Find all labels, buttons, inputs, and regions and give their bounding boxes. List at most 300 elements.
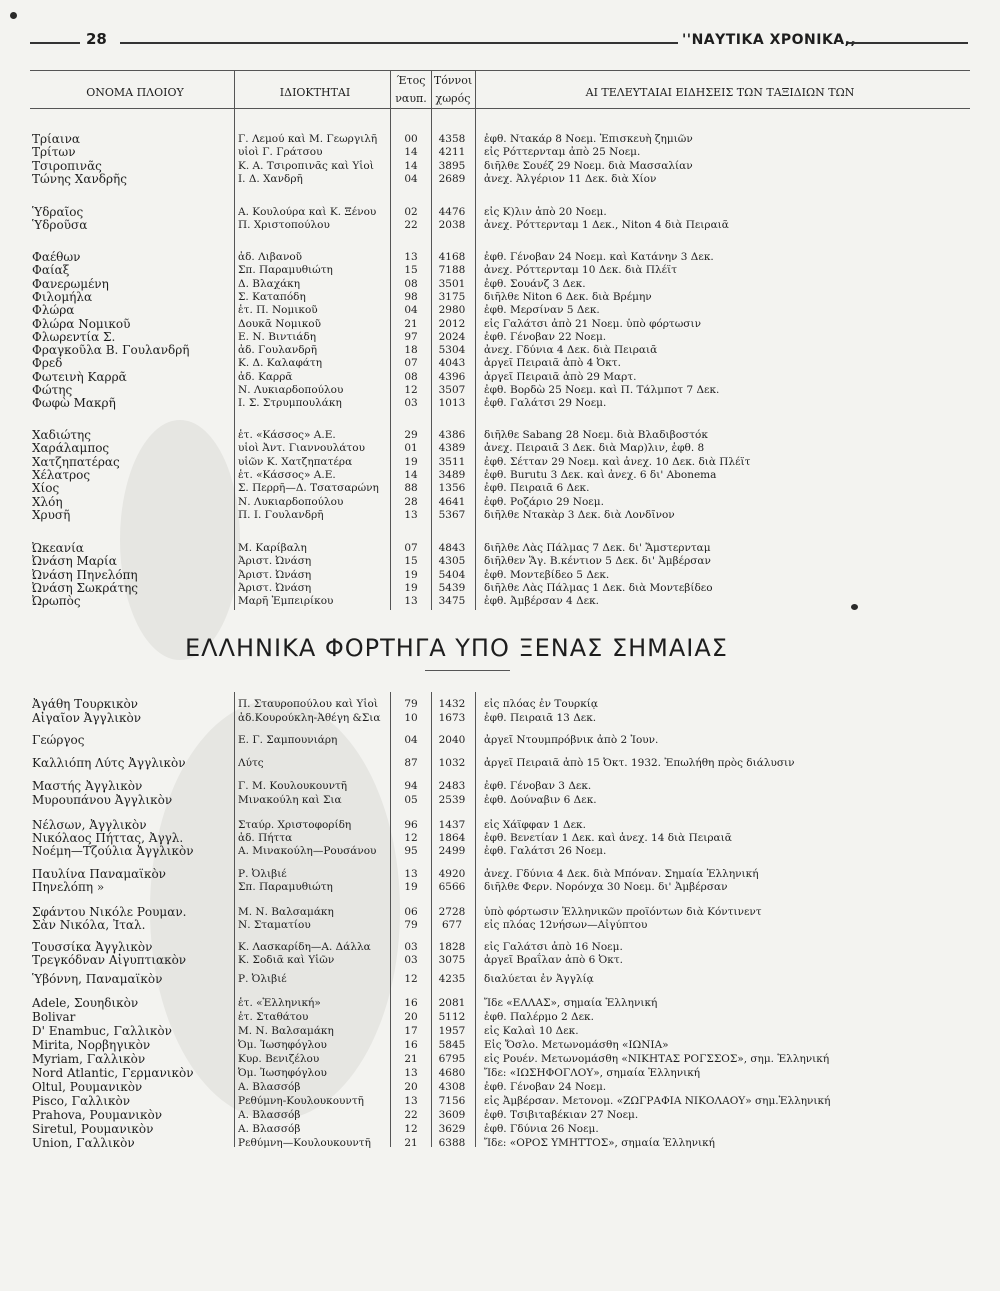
ship-name: Myriam, Γαλλικὸν xyxy=(32,1052,146,1066)
ship-owner: Μ. Ν. Βαλσαμάκη xyxy=(238,1025,334,1037)
ship-name: Μαστής Ἀγγλικὸν xyxy=(32,779,143,793)
tonnage: 2499 xyxy=(438,845,466,857)
build-year: 29 xyxy=(404,429,418,441)
ship-owner: Μαρῆ Ἐμπειρίκου xyxy=(238,595,334,608)
voyage-news: εἰς πλόας ἐν Τουρκίᾳ xyxy=(484,698,598,710)
ship-owner: Γ. Μ. Κουλουκουντῆ xyxy=(238,780,348,792)
build-year: 18 xyxy=(404,344,418,357)
build-year: 01 xyxy=(404,442,418,455)
ship-name: Bolivar xyxy=(32,1010,76,1024)
voyage-news: εἰς Χάϊφφαν 1 Δεκ. xyxy=(484,819,586,831)
build-year: 03 xyxy=(404,954,418,966)
table-row xyxy=(0,218,1000,232)
ship-name: Pisco, Γαλλικὸν xyxy=(32,1094,131,1108)
build-year: 14 xyxy=(404,468,418,481)
build-year: 10 xyxy=(404,712,418,724)
table-row xyxy=(0,697,1000,711)
build-year: 13 xyxy=(404,868,418,880)
table-row xyxy=(0,867,1000,881)
header-rule-left xyxy=(30,42,80,44)
col-head-tons-line1: Τόννοι xyxy=(433,74,473,87)
build-year: 96 xyxy=(404,819,418,831)
table-row xyxy=(0,468,1000,482)
ship-owner: Σ. Καταπόδη xyxy=(238,290,306,303)
build-year: 98 xyxy=(404,290,418,303)
ship-name: Ὑβόννη, Παναμαϊκὸν xyxy=(32,972,163,986)
ship-owner: ἑτ. «Ἑλληνική» xyxy=(238,997,321,1009)
table-row xyxy=(0,1024,1000,1038)
col-head-tons-line2: χωρός xyxy=(435,92,471,105)
build-year: 12 xyxy=(404,1123,418,1135)
voyage-news: ἐφθ. Πειραιᾶ 6 Δεκ. xyxy=(484,482,590,495)
table-row xyxy=(0,159,1000,173)
voyage-news: ὑπὸ φόρτωσιν Ἑλληνικῶν προϊόντων διὰ Κόντινεντ xyxy=(484,906,762,918)
ship-name: Τσιροπινᾶς xyxy=(32,158,102,173)
header-rule-middle xyxy=(120,42,678,44)
ship-name: Ὠνάση Μαρία xyxy=(32,554,117,569)
voyage-news: διῆλθε Niton 6 Δεκ. διὰ Βρέμην xyxy=(484,290,652,303)
ship-name: Τώνης Χανδρῆς xyxy=(32,171,127,186)
ship-name: Ὠνάση Πηνελόπη xyxy=(32,567,138,582)
build-year: 00 xyxy=(404,133,418,145)
voyage-news: διῆλθε Φερν. Νορόνχα 30 Νοεμ. δι' Ἀμβέρσαν xyxy=(484,881,728,893)
ship-owner: Ρ. Ὀλιβιέ xyxy=(238,868,287,880)
voyage-news: ἀργεῖ Ντουμπρόβνικ ἀπὸ 2 Ἰουν. xyxy=(484,734,659,746)
ship-owner: Π. Χριστοπούλου xyxy=(238,219,330,232)
ship-owner: Σ. Περρῆ—Δ. Τσατσαρώνη xyxy=(238,482,379,495)
voyage-news: εἰς Καλαὶ 10 Δεκ. xyxy=(484,1025,579,1037)
ship-owner: ἀδ. Πήττα xyxy=(238,832,293,844)
ship-owner: Δουκᾶ Νομικοῦ xyxy=(238,317,321,330)
ship-name: Αἰγαῖον Ἀγγλικὸν xyxy=(32,711,142,725)
tonnage: 3075 xyxy=(438,954,466,966)
tonnage: 6566 xyxy=(438,881,466,893)
ship-name: Τουσσίκα Ἀγγλικὸν xyxy=(32,940,153,954)
table-row xyxy=(0,581,1000,595)
tonnage: 4920 xyxy=(438,868,466,880)
ship-name: Ὑδροῦσα xyxy=(32,218,88,233)
build-year: 20 xyxy=(404,1011,418,1023)
ship-name: Φλώρα xyxy=(32,303,75,318)
build-year: 15 xyxy=(404,264,418,277)
voyage-news: ἐφθ. Βορδὼ 25 Νοεμ. καὶ Π. Τάλμποτ 7 Δεκ. xyxy=(484,384,720,396)
build-year: 15 xyxy=(404,555,418,568)
table-row xyxy=(0,1136,1000,1150)
tonnage: 1356 xyxy=(438,482,466,495)
table-row xyxy=(0,455,1000,469)
build-year: 21 xyxy=(404,1053,418,1065)
build-year: 22 xyxy=(404,1109,418,1121)
ship-name: Παυλίνα Παναμαϊκὸν xyxy=(32,867,166,881)
ship-owner: Κυρ. Βενιζέλου xyxy=(238,1053,320,1065)
voyage-news: διῆλθε Λὰς Πάλμας 1 Δεκ. διὰ Μοντεβίδεο xyxy=(484,581,713,594)
section-title-rule xyxy=(425,670,510,671)
tonnage: 3629 xyxy=(438,1123,466,1135)
tonnage: 4308 xyxy=(438,1081,466,1093)
tonnage: 5304 xyxy=(438,344,466,357)
table-row xyxy=(0,733,1000,747)
build-year: 88 xyxy=(404,482,418,495)
table-row xyxy=(0,1066,1000,1080)
tonnage: 677 xyxy=(441,919,463,931)
ship-name: Πηνελόπη » xyxy=(32,880,105,894)
ship-owner: Α. Μινακούλη—Ρουσάνου xyxy=(238,845,377,857)
ship-owner: Κ. Δ. Καλαφάτη xyxy=(238,357,322,370)
build-year: 19 xyxy=(404,568,418,581)
ship-name: Ὠνάση Σωκράτης xyxy=(32,580,139,595)
table-row xyxy=(0,132,1000,146)
build-year: 13 xyxy=(404,1095,418,1107)
col-head-year-line2: ναυπ. xyxy=(395,92,427,105)
table-row xyxy=(0,1010,1000,1024)
tonnage: 5367 xyxy=(438,508,466,521)
ship-name: Ὠρωπὸς xyxy=(32,594,81,609)
tonnage: 4386 xyxy=(438,429,466,441)
table-row xyxy=(0,844,1000,858)
table-row xyxy=(0,172,1000,186)
table-row xyxy=(0,793,1000,807)
ship-owner: Ν. Σταματίου xyxy=(238,919,311,931)
ship-name: Χλόη xyxy=(32,494,63,509)
build-year: 03 xyxy=(404,397,418,410)
tonnage: 4211 xyxy=(438,146,466,159)
ship-owner: ἀδ.Κουρούκλη-Ἀθέγη &Σια xyxy=(238,712,381,724)
voyage-news: εἰς Κ)λιν ἀπὸ 20 Νοεμ. xyxy=(484,206,607,218)
voyage-news: ἐφθ. Γένοβαν 24 Νοεμ. xyxy=(484,1081,607,1093)
ship-owner: Π. Ι. Γουλανδρῆ xyxy=(238,508,324,521)
ship-owner: Ἀριστ. Ὠνάση xyxy=(238,568,312,581)
table-row xyxy=(0,918,1000,932)
tonnage: 3511 xyxy=(438,455,466,468)
voyage-news: ἐφθ. Γαλάτσι 29 Νοεμ. xyxy=(484,397,607,410)
tonnage: 5404 xyxy=(438,568,466,581)
build-year: 94 xyxy=(404,780,418,792)
ship-owner: Σπ. Παραμυθιώτη xyxy=(238,881,333,893)
ship-name: Oltul, Ρουμανικὸν xyxy=(32,1080,143,1094)
build-year: 13 xyxy=(404,595,418,608)
build-year: 14 xyxy=(404,159,418,172)
voyage-news: ἀργεῖ Πειραιᾶ ἀπὸ 29 Μαρτ. xyxy=(484,370,637,383)
table-row xyxy=(0,756,1000,770)
ship-owner: Ὀμ. Ἰωσηφόγλου xyxy=(238,1039,327,1051)
ship-owner: Λύτς xyxy=(238,757,264,769)
table-row xyxy=(0,818,1000,832)
build-year: 04 xyxy=(404,172,418,185)
table-row xyxy=(0,481,1000,495)
voyage-news: εἰς Ἀμβέρσαν. Μετονομ. «ΖΩΓΡΑΦΙΑ ΝΙΚΟΛΑΟΥ» σημ.Ἑλληνική xyxy=(484,1095,831,1107)
build-year: 07 xyxy=(404,542,418,554)
table-row xyxy=(0,508,1000,522)
ship-owner: Ι. Δ. Χανδρῆ xyxy=(238,172,303,185)
ship-owner: Ὀμ. Ἰωσηφόγλου xyxy=(238,1067,327,1079)
build-year: 12 xyxy=(404,832,418,844)
ship-name: Adele, Σουηδικὸν xyxy=(32,996,139,1010)
build-year: 08 xyxy=(404,370,418,383)
ship-name: Χρυσῆ xyxy=(32,507,71,522)
tonnage: 4043 xyxy=(438,357,466,370)
build-year: 97 xyxy=(404,330,418,343)
tonnage: 4396 xyxy=(438,370,466,383)
ship-owner: Σπ. Παραμυθιώτη xyxy=(238,264,333,277)
voyage-news: ἐφθ. Γαλάτσι 26 Νοεμ. xyxy=(484,845,607,857)
ship-owner: υἱοὶ Ἀντ. Γιαννουλάτου xyxy=(238,442,365,455)
tonnage: 4235 xyxy=(438,973,466,985)
ship-owner: ἀδ. Γουλανδρῆ xyxy=(238,344,317,357)
table-row xyxy=(0,145,1000,159)
voyage-news: ἀνεχ. Ρόττερνταμ 10 Δεκ. διὰ Πλέϊτ xyxy=(484,264,678,277)
voyage-news: ἐφθ. Τσιβιταβέκιαν 27 Νοεμ. xyxy=(484,1109,639,1121)
tonnage: 1864 xyxy=(438,832,466,844)
build-year: 16 xyxy=(404,1039,418,1051)
table-head-rule xyxy=(30,108,970,109)
build-year: 95 xyxy=(404,845,418,857)
ship-owner: Ν. Λυκιαρδοπούλου xyxy=(238,495,344,508)
tonnage: 7188 xyxy=(438,264,466,277)
voyage-news: διῆλθε Ντακὰρ 3 Δεκ. διὰ Λονδῖνον xyxy=(484,508,675,521)
ship-owner: Ρεθύμνη-Κουλουκουντῆ xyxy=(238,1095,364,1107)
voyage-news: ἐφθ. Μοντεβίδεο 5 Δεκ. xyxy=(484,568,610,581)
tonnage: 3475 xyxy=(438,595,466,608)
voyage-news: ἐφθ. Burutu 3 Δεκ. καὶ ἀνεχ. 6 δι' Abonema xyxy=(484,468,717,481)
voyage-news: ἐφθ. Γένοβαν 3 Δεκ. xyxy=(484,780,592,792)
ship-name: Φαέθων xyxy=(32,250,81,264)
tonnage: 6388 xyxy=(438,1137,466,1149)
ship-owner: Ν. Λυκιαρδοπούλου xyxy=(238,384,344,396)
table-row xyxy=(0,1052,1000,1066)
table-row xyxy=(0,594,1000,608)
ship-owner: Μινακούλη καὶ Σια xyxy=(238,794,342,806)
page-number: 28 xyxy=(86,30,107,48)
ship-owner: Α. Βλασσόβ xyxy=(238,1109,301,1121)
table-row xyxy=(0,330,1000,344)
table-row xyxy=(0,343,1000,357)
build-year: 14 xyxy=(404,146,418,159)
ship-name: Ὑδραῖος xyxy=(32,205,84,219)
voyage-news: ἐφθ. Γένοβαν 22 Νοεμ. xyxy=(484,330,607,343)
ship-name: Χατζηπατέρας xyxy=(32,454,120,469)
tonnage: 2038 xyxy=(438,219,466,232)
ship-owner: Ι. Σ. Στρυμπουλάκη xyxy=(238,397,342,410)
voyage-news: ἀργεῖ Βραΐλαν ἀπὸ 6 Ὀκτ. xyxy=(484,954,623,966)
ship-owner: Δ. Βλαχάκη xyxy=(238,277,301,290)
ship-owner: Ρ. Ὀλιβιέ xyxy=(238,973,287,985)
ship-owner: υἱοὶ Γ. Γράτσου xyxy=(238,146,323,159)
ship-name: Μυρουπάνου Ἀγγλικὸν xyxy=(32,793,173,807)
ship-name: Φαίαξ xyxy=(32,263,70,278)
tonnage: 3895 xyxy=(438,159,466,172)
ship-name: Τρίτων xyxy=(32,145,76,160)
tonnage: 1432 xyxy=(438,698,466,710)
table-row xyxy=(0,205,1000,219)
ship-owner: ἑτ. Σταθάτου xyxy=(238,1011,309,1023)
ship-name: Νέλσων, Ἀγγλικὸν xyxy=(32,818,147,832)
ship-owner: Α. Κουλούρα καὶ Κ. Ξένου xyxy=(238,206,377,218)
table-row xyxy=(0,263,1000,277)
tonnage: 6795 xyxy=(438,1053,466,1065)
col-head-year xyxy=(392,74,430,106)
ship-owner: Μ. Ν. Βαλσαμάκη xyxy=(238,906,334,918)
ship-name: Φλωρεντία Σ. xyxy=(32,329,116,344)
ship-name: Χαράλαμπος xyxy=(32,441,110,456)
tonnage: 2081 xyxy=(438,997,466,1009)
tonnage: 3175 xyxy=(438,290,466,303)
ship-name: Mirita, Νορβηγικὸν xyxy=(32,1038,151,1052)
ship-name: Τρίαινα xyxy=(32,132,80,146)
tonnage: 5112 xyxy=(438,1011,466,1023)
voyage-news: εἰς Ρουέν. Μετωνομάσθη «ΝΙΚΗΤΑΣ ΡΟΓΣΣΟΣ», σημ. Ἑλληνική xyxy=(484,1053,830,1065)
ship-owner: Ε. Ν. Βιντιάδη xyxy=(238,330,317,343)
table-row xyxy=(0,277,1000,291)
ship-owner: ἀδ. Καρρᾶ xyxy=(238,370,293,383)
table-row xyxy=(0,396,1000,410)
voyage-news: ἐφθ. Σουάνζ 3 Δεκ. xyxy=(484,277,586,290)
tonnage: 2040 xyxy=(438,734,466,746)
ship-owner: Ε. Γ. Σαμπουνιάρη xyxy=(238,734,338,746)
ship-owner: Ἀριστ. Ὠνάση xyxy=(238,581,312,594)
ship-name: Φραγκοῦλα Β. Γουλανδρῆ xyxy=(32,343,190,358)
table-row xyxy=(0,1080,1000,1094)
voyage-news: ἀνεχ. Γδύνια 4 Δεκ. διὰ Μπόναν. Σημαία Ἑλληνική xyxy=(484,868,759,880)
table-row xyxy=(0,441,1000,455)
table-row xyxy=(0,711,1000,725)
col-head-name: ΟΝΟΜΑ ΠΛΟΙΟΥ xyxy=(86,86,184,99)
ship-owner: Π. Σταυροπούλου καὶ Υἱοὶ xyxy=(238,698,378,710)
table-row xyxy=(0,1094,1000,1108)
build-year: 08 xyxy=(404,277,418,290)
table-row xyxy=(0,940,1000,954)
table-row xyxy=(0,831,1000,845)
ink-dot xyxy=(10,12,17,19)
voyage-news: Εἰς Ὄσλο. Μετωνομάσθη «ΙΩΝΙΑ» xyxy=(484,1039,669,1051)
voyage-news: ἀνεχ. Ρόττερνταμ 1 Δεκ., Niton 4 διὰ Πειραιᾶ xyxy=(484,219,729,232)
build-year: 04 xyxy=(404,734,418,746)
ship-name: Φωφὼ Μακρῆ xyxy=(32,396,116,411)
build-year: 28 xyxy=(404,495,418,508)
table-row xyxy=(0,541,1000,555)
build-year: 79 xyxy=(404,919,418,931)
voyage-news: ἐφθ. Βενετίαν 1 Δεκ. καὶ ἀνεχ. 14 διὰ Πειραιᾶ xyxy=(484,832,732,844)
build-year: 17 xyxy=(404,1025,418,1037)
voyage-news: Ἴδε: «ΟΡΟΣ ΥΜΗΤΤΟΣ», σημαία Ἑλληνική xyxy=(484,1137,715,1149)
build-year: 22 xyxy=(404,219,418,232)
ship-owner: ἀδ. Λιβανοῦ xyxy=(238,251,303,263)
voyage-news: ἀνεχ. Πειραιᾶ 3 Δεκ. διὰ Μαρ)λιν, ἐφθ. 8 xyxy=(484,442,705,455)
ship-name: Ἀγάθη Τουρκικὸν xyxy=(32,697,138,711)
build-year: 06 xyxy=(404,906,418,918)
build-year: 21 xyxy=(404,1137,418,1149)
table-row xyxy=(0,779,1000,793)
build-year: 05 xyxy=(404,794,418,806)
build-year: 04 xyxy=(404,304,418,317)
voyage-news: διῆλθε Λὰς Πάλμας 7 Δεκ. δι' Ἄμστερνταμ xyxy=(484,542,711,554)
voyage-news: ἐφθ. Σέτταν 29 Νοεμ. καὶ ἀνεχ. 10 Δεκ. διὰ Πλέϊτ xyxy=(484,455,751,468)
voyage-news: ἀργεῖ Πειραιᾶ ἀπὸ 4 Ὀκτ. xyxy=(484,357,621,370)
tonnage: 3489 xyxy=(438,468,466,481)
build-year: 03 xyxy=(404,941,418,953)
table-row xyxy=(0,290,1000,304)
ship-owner: ἑτ. Π. Νομικοῦ xyxy=(238,304,318,317)
table-row xyxy=(0,370,1000,384)
tonnage: 4358 xyxy=(438,133,466,145)
voyage-news: εἰς Γαλάτσι ἀπὸ 21 Νοεμ. ὑπὸ φόρτωσιν xyxy=(484,317,701,330)
tonnage: 3507 xyxy=(438,384,466,396)
tonnage: 1957 xyxy=(438,1025,466,1037)
build-year: 19 xyxy=(404,455,418,468)
table-row xyxy=(0,554,1000,568)
voyage-news: ἐφθ. Ντακάρ 8 Νοεμ. Ἐπισκευὴ ζημιῶν xyxy=(484,133,693,145)
build-year: 19 xyxy=(404,581,418,594)
voyage-news: ἀνεχ. Γδύνια 4 Δεκ. διὰ Πειραιᾶ xyxy=(484,344,658,357)
build-year: 13 xyxy=(404,1067,418,1079)
ship-owner: Α. Βλασσόβ xyxy=(238,1081,301,1093)
ship-owner: Σταύρ. Χριστοφορίδη xyxy=(238,819,352,831)
build-year: 19 xyxy=(404,881,418,893)
tonnage: 4680 xyxy=(438,1067,466,1079)
build-year: 13 xyxy=(404,508,418,521)
ship-name: Νοέμη—Τζούλια Ἀγγλικὸν xyxy=(32,844,194,858)
voyage-news: ἀργεῖ Πειραιᾶ ἀπὸ 15 Ὀκτ. 1932. Ἐπωλήθη πρὸς διάλυσιν xyxy=(484,757,795,769)
table-row xyxy=(0,1108,1000,1122)
ship-name: Φώτης xyxy=(32,383,73,397)
build-year: 13 xyxy=(404,251,418,263)
ship-name: Σὰν Νικόλα, Ἰταλ. xyxy=(32,918,146,932)
ship-name: Χαδιώτης xyxy=(32,428,91,442)
ship-name: Χίος xyxy=(32,481,60,496)
tonnage: 2539 xyxy=(438,794,466,806)
voyage-news: ἐφθ. Ροζάριο 29 Νοεμ. xyxy=(484,495,604,508)
ship-name: Σφάντου Νικόλε Ρουμαν. xyxy=(32,905,187,919)
tonnage: 4305 xyxy=(438,555,466,568)
ship-owner: ἑτ. «Κάσσος» Α.Ε. xyxy=(238,468,336,481)
build-year: 16 xyxy=(404,997,418,1009)
voyage-news: εἰς πλόας 12νήσων—Αἰγύπτου xyxy=(484,919,648,931)
tonnage: 2024 xyxy=(438,330,466,343)
tonnage: 4168 xyxy=(438,251,466,263)
build-year: 21 xyxy=(404,317,418,330)
tonnage: 3609 xyxy=(438,1109,466,1121)
ship-name: Ὠκεανία xyxy=(32,541,84,555)
ship-owner: ἑτ. «Κάσσος» Α.Ε. xyxy=(238,429,336,441)
ship-owner: Ρεθύμνη—Κουλουκουντῆ xyxy=(238,1137,371,1149)
table-row xyxy=(0,880,1000,894)
voyage-news: διῆλθε Sabang 28 Νοεμ. διὰ Βλαδιβοστόκ xyxy=(484,429,708,441)
voyage-news: εἰς Γαλάτσι ἀπὸ 16 Νοεμ. xyxy=(484,941,623,953)
voyage-news: ἐφθ. Γένοβαν 24 Νοεμ. καὶ Κατάνην 3 Δεκ. xyxy=(484,251,714,263)
table-row xyxy=(0,428,1000,442)
tonnage: 2483 xyxy=(438,780,466,792)
ship-name: Καλλιόπη Λύτς Ἀγγλικὸν xyxy=(32,756,186,770)
tonnage: 2689 xyxy=(438,172,466,185)
voyage-news: ἐφθ. Πειραιᾶ 13 Δεκ. xyxy=(484,712,597,724)
table-row xyxy=(0,905,1000,919)
voyage-news: ἐφθ. Δούναβιν 6 Δεκ. xyxy=(484,794,597,806)
table-row xyxy=(0,250,1000,264)
tonnage: 4389 xyxy=(438,442,466,455)
tonnage: 1437 xyxy=(438,819,466,831)
voyage-news: διῆλθε Σουέζ 29 Νοεμ. διὰ Μασσαλίαν xyxy=(484,159,693,172)
table-row xyxy=(0,356,1000,370)
voyage-news: διῆλθεν Ἅγ. Β.κέντιον 5 Δεκ. δι' Ἀμβέρσαν xyxy=(484,555,711,568)
build-year: 12 xyxy=(404,384,418,396)
tonnage: 2012 xyxy=(438,317,466,330)
table-row xyxy=(0,972,1000,986)
ship-name: Φωτεινὴ Καρρᾶ xyxy=(32,369,127,384)
col-head-news: ΑΙ ΤΕΛΕΥΤΑΙΑΙ ΕΙΔΗΣΕΙΣ ΤΩΝ ΤΑΞΙΔΙΩΝ ΤΩΝ xyxy=(585,86,855,99)
tonnage: 2980 xyxy=(438,304,466,317)
voyage-news: ἐφθ. Ἀμβέρσαν 4 Δεκ. xyxy=(484,595,599,608)
ship-owner: Κ. Λασκαρίδη—Α. Δάλλα xyxy=(238,941,371,953)
tonnage: 2728 xyxy=(438,906,466,918)
